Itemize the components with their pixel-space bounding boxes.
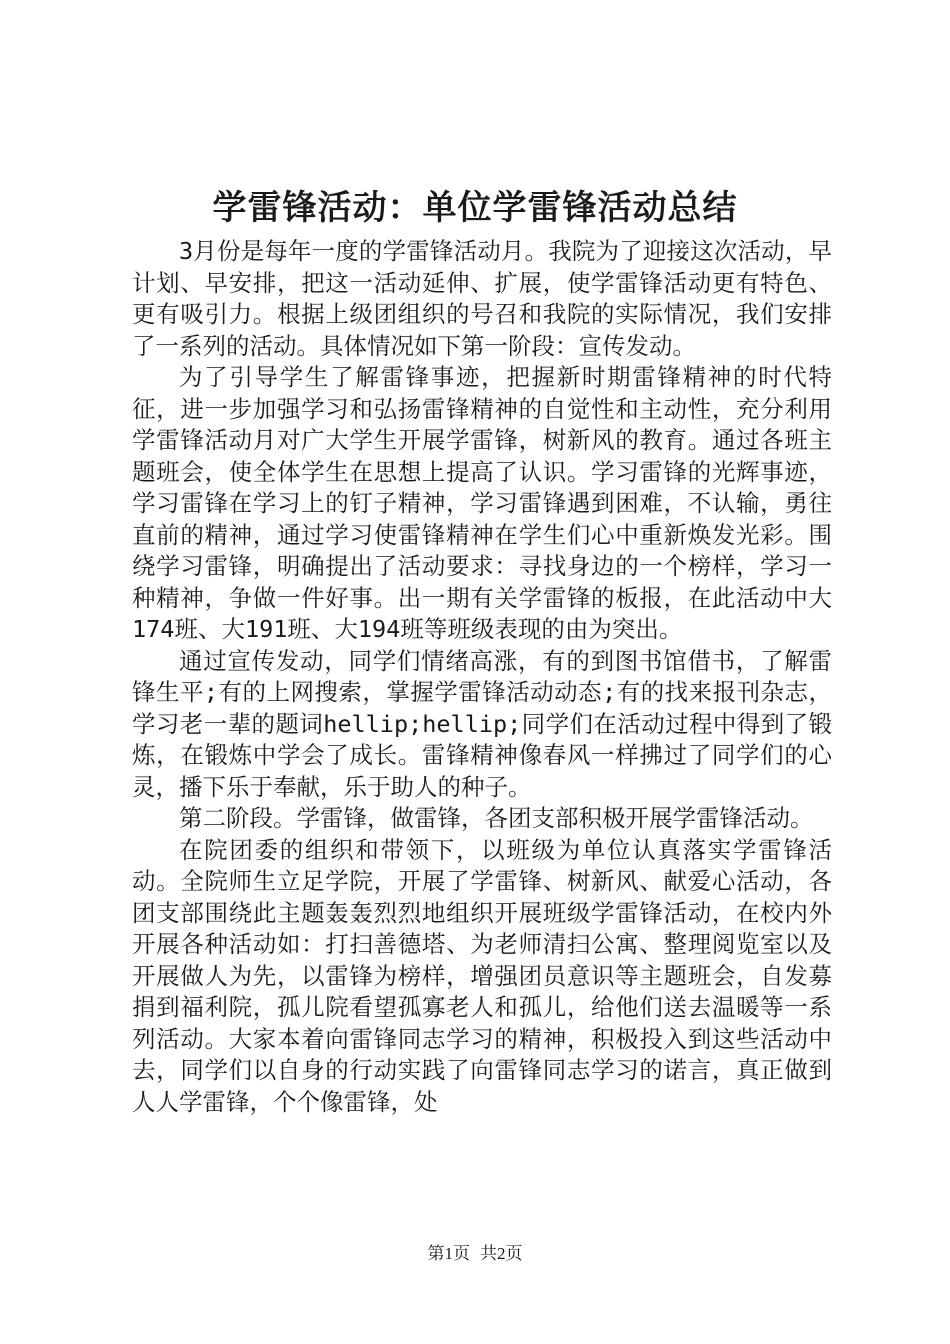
page-total: 共2页 xyxy=(480,1244,523,1263)
document-title: 学雷锋活动：单位学雷锋活动总结 xyxy=(212,188,738,228)
paragraph: 在院团委的组织和带领下，以班级为单位认真落实学雷锋活动。全院师生立足学院，开展了学雷锋、树新风、献爱心活动，各团支部围绕此主题轰轰烈烈地组织开展班级学雷锋活动，在校内外开展各种活动如：打扫善德塔、为老师清扫公寓、整理阅览室以及开展做人为先，以雷锋为榜样，增强团员意识等主题班会，自发募捐到福利院，孤儿院看望孤寡老人和孤儿，给他们送去温暖等一系列活动。大家本着向雷锋同志学习的精神，积极投入到这些活动中去，同学们以自身的行动实践了向雷锋同志学习的诺言，真正做到人人学雷锋，个个像雷锋，处 xyxy=(132,835,832,1116)
document-body xyxy=(132,236,832,1118)
paragraph: 为了引导学生了解雷锋事迹，把握新时期雷锋精神的时代特征，进一步加强学习和弘扬雷锋精神的自觉性和主动性，充分利用学雷锋活动月对广大学生开展学雷锋，树新风的教育。通过各班主题班会，使全体学生在思想上提高了认识。学习雷锋的光辉事迹，学习雷锋在学习上的钉子精神，学习雷锋遇到困难，不认输，勇往直前的精神，通过学习使雷锋精神在学生们心中重新焕发光彩。围绕学习雷锋，明确提出了活动要求：寻找身边的一个榜样，学习一种精神，争做一件好事。出一期有关学雷锋的板报，在此活动中大174班、大191班、大194班等班级表现的由为突出。 xyxy=(132,363,832,643)
paragraph: 第二阶段。学雷锋，做雷锋，各团支部积极开展学雷锋活动。 xyxy=(179,804,814,832)
paragraph: 通过宣传发动，同学们情绪高涨，有的到图书馆借书，了解雷锋生平;有的上网搜索，掌握学雷锋活动动态;有的找来报刊杂志，学习老一辈的题词hellip;hellip;同学们在活动过程中得到了锻炼，在锻炼中学会了成长。雷锋精神像春风一样拂过了同学们的心灵，播下乐于奉献，乐于助人的种子。 xyxy=(132,646,832,801)
page-footer xyxy=(0,1243,950,1265)
page-number: 第1页 xyxy=(427,1244,470,1263)
paragraph: 3月份是每年一度的学雷锋活动月。我院为了迎接这次活动，早计划、早安排，把这一活动延伸、扩展，使学雷锋活动更有特色、更有吸引力。根据上级团组织的号召和我院的实际情况，我们安排了一系列的活动。具体情况如下第一阶段：宣传发动。 xyxy=(132,237,832,360)
